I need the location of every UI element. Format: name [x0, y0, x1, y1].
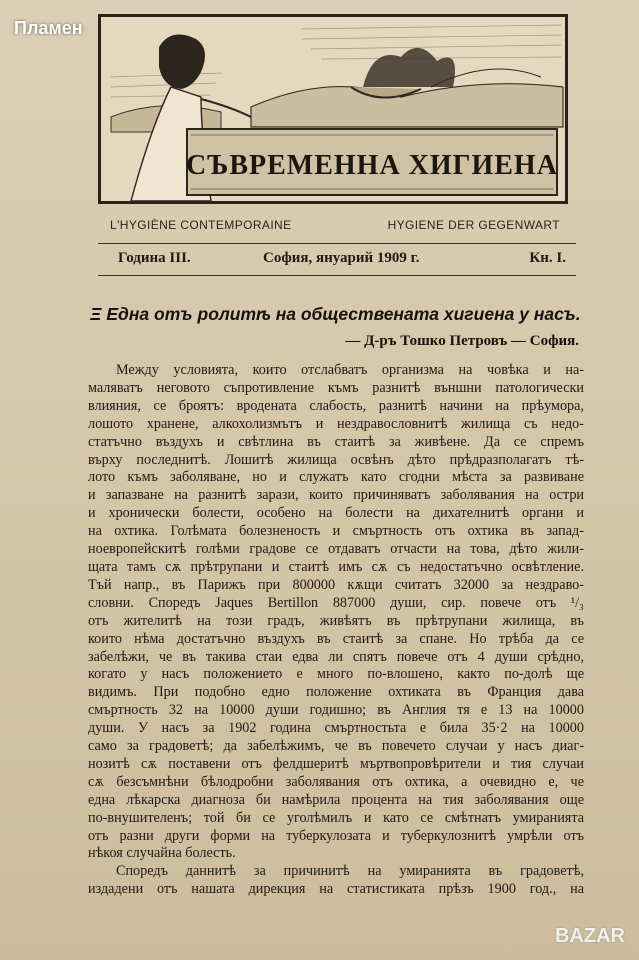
article-body-line: души. У насъ за 1902 година смъртностьта е била 35·2 на 10000 [88, 720, 584, 737]
article-body-line: Между условията, които отслабватъ организма на човѣка и на- [116, 362, 584, 378]
article-body-line: нозитѣ сѫ поставени отъ фелдшеритѣ мъртвопровѣрители и тия случаи [88, 755, 584, 772]
seller-watermark: Пламен [14, 18, 83, 38]
article-body-line: влияния, се броятъ: вродената слабость, разнитѣ начини на прѣумора, [88, 397, 584, 414]
issue-year: Година III. [118, 250, 191, 266]
article-body-line: една лѣкарска диагноза би намѣрила процента на тия заболявания още [88, 791, 584, 808]
article-author: — Д-ръ Тошко Петровъ — София. [345, 333, 579, 349]
subtitle-french: L'HYGIÈNE CONTEMPORAINE [110, 218, 292, 232]
article-body-line: словни. Споредъ Jaques Bertillon 887000 души, сир. повече отъ ¹/₃ [88, 594, 584, 611]
article-body-line: и хронически болести, особено на болести на дихателнитѣ органи и [88, 505, 584, 522]
article-body-line: ноевропейскитѣ голѣми градове се отдаватъ отчасти на това, дѣто жили- [88, 541, 584, 558]
subtitle-german: HYGIENE DER GEGENWART [387, 218, 560, 232]
article-body-line: Споредъ даннитѣ за причинитѣ на умиранията въ градоветѣ, [116, 863, 584, 880]
article-body-line: нѣкоя случайна болесть. [88, 845, 236, 862]
article-body-line: щата тамъ сѫ прѣтрупани и стаитѣ имъ сѫ съ недостатъчно освѣтление. [88, 558, 584, 575]
article-body-line: и запазване на разнитѣ зарази, които причиняватъ заболявания на остри [88, 487, 584, 504]
masthead-art [101, 17, 565, 201]
article-body-line: смъртность 32 на 10000 души годишно; въ Англия тя е 13 на 10000 [88, 702, 584, 719]
article-body-line: които нѣма достатъчно въздухъ въ стаитѣ за спане. Но трѣба да се [88, 630, 584, 647]
article-body-line: маляватъ неговото съпротивление къмъ разнитѣ външни патологически [88, 379, 584, 396]
article-body-line: видимъ. При подобно едно положение охтиката въ Франция дава [88, 684, 584, 701]
header-rule-bottom [98, 275, 576, 276]
article-body-line: на охтика. Голѣмата болезненость и смъртность отъ охтика въ запад- [88, 523, 584, 540]
article-body-line: отъ жителитѣ на този градъ, живѣятъ въ прѣтрупани жилища, въ [88, 612, 584, 629]
article-body [88, 362, 584, 899]
issue-place-date: София, януарий 1909 г. [263, 250, 420, 266]
article-body-line: статъчно въздухъ и свѣтлина въ стаитѣ за живѣене. Да се спремъ [88, 433, 584, 450]
masthead-logo-text: СЪВРЕМЕННА ХИГИЕНА [186, 150, 558, 181]
article-body-line: издадени отъ нашата дирекция на статистиката прѣзъ 1900 год., на [88, 881, 584, 898]
header-rule-top [98, 243, 576, 244]
masthead-illustration [98, 14, 568, 204]
article-body-line: върху последнитѣ. Лошитѣ жилища освѣнъ дѣто прѣдразполагатъ тѣ- [88, 451, 584, 468]
article-title: Ξ Една отъ ролитѣ на обществената хигиена у насъ. [90, 304, 581, 324]
bazar-watermark: BAZAR [555, 925, 625, 947]
article-body-line: забелѣжи, че въ такива стаи едва ли спятъ повече отъ 4 души срѣдно, [88, 648, 584, 665]
article-body-line: когато у насъ положението е много по-влошено, както по-долѣ ще [88, 666, 584, 683]
article-body-line: лошото хранене, алкохолизмътъ и нездравословнитѣ жилища съ недо- [88, 415, 584, 432]
article-body-line: отъ разни други форми на туберкулозата и туберкулознитѣ умрѣли отъ [88, 827, 584, 844]
article-body-line: Тъй напр., въ Парижъ при 800000 кѫщи считатъ 32000 за нездраво- [88, 576, 584, 593]
article-body-line: лото къмъ заболяване, но и служатъ като сгодни мѣста за развиване [88, 469, 584, 486]
issue-book: Кн. I. [529, 250, 566, 266]
article-body-line: по-внушителенъ; той би се уголѣмилъ и като се смѣтнатъ умиранията [88, 809, 584, 826]
article-body-line: само за градоветѣ; да забелѣжимъ, че въ повечето случаи у насъ диаг- [88, 738, 584, 755]
article-body-line: сѫ безсъмнѣни бѣлодробни заболявания отъ охтика, а очевидно е, че [88, 773, 584, 790]
